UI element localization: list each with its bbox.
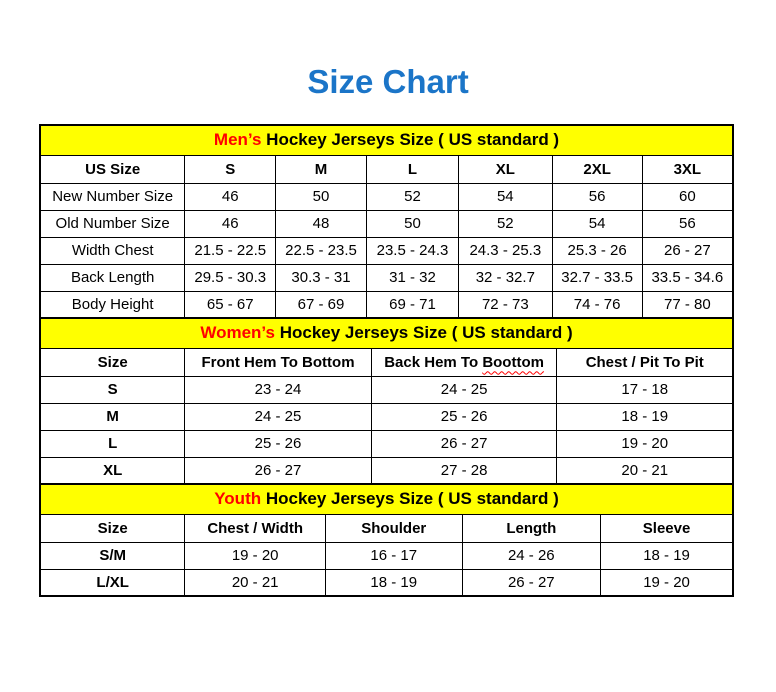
cell: 74 - 76	[552, 291, 642, 318]
cell: 18 - 19	[326, 569, 463, 596]
column-header: M	[276, 155, 367, 183]
table-row	[40, 210, 733, 237]
cell: 32.7 - 33.5	[552, 264, 642, 291]
womens-banner-highlight: Women’s	[200, 323, 275, 343]
cell: 26 - 27	[462, 569, 601, 596]
table-row	[40, 569, 733, 596]
cell: 25 - 26	[185, 430, 371, 457]
youth-banner-highlight: Youth	[214, 489, 262, 509]
cell: 50	[366, 210, 458, 237]
womens-size-table	[39, 317, 734, 485]
row-label: Body Height	[40, 291, 185, 318]
table-row	[40, 542, 733, 569]
mens-banner-highlight: Men’s	[213, 130, 262, 150]
row-label: Back Length	[40, 264, 185, 291]
cell: 56	[552, 183, 642, 210]
cell: 19 - 20	[601, 569, 733, 596]
cell: 33.5 - 34.6	[642, 264, 733, 291]
cell: 46	[185, 210, 276, 237]
column-header: Front Hem To Bottom	[185, 348, 371, 376]
cell: 29.5 - 30.3	[185, 264, 276, 291]
cell: 54	[552, 210, 642, 237]
cell: 52	[459, 210, 553, 237]
row-label: XL	[40, 457, 185, 484]
cell: 32 - 32.7	[459, 264, 553, 291]
cell: 56	[642, 210, 733, 237]
mens-banner: Men’s Hockey Jerseys Size ( US standard )	[40, 125, 733, 155]
column-header: Shoulder	[326, 514, 463, 542]
youth-header-row	[40, 514, 733, 542]
row-label: S	[40, 376, 185, 403]
youth-banner: Youth Hockey Jerseys Size ( US standard )	[40, 484, 733, 514]
cell: 24 - 26	[462, 542, 601, 569]
column-header: Back Hem To Boottom	[371, 348, 557, 376]
cell: 65 - 67	[185, 291, 276, 318]
womens-banner: Women’s Hockey Jerseys Size ( US standard )	[40, 318, 733, 348]
column-header: Chest / Pit To Pit	[557, 348, 733, 376]
cell: 31 - 32	[366, 264, 458, 291]
size-tables	[39, 124, 734, 597]
cell: 19 - 20	[557, 430, 733, 457]
cell: 23.5 - 24.3	[366, 237, 458, 264]
cell: 25.3 - 26	[552, 237, 642, 264]
table-row	[40, 430, 733, 457]
row-label: L/XL	[40, 569, 185, 596]
page-title: Size Chart	[307, 63, 469, 100]
table-row	[40, 264, 733, 291]
mens-banner-row	[40, 125, 733, 155]
cell: 20 - 21	[557, 457, 733, 484]
misspelled-word: Boottom	[482, 353, 544, 371]
cell: 20 - 21	[185, 569, 326, 596]
column-header: Length	[462, 514, 601, 542]
column-header: L	[366, 155, 458, 183]
youth-size-table	[39, 483, 734, 597]
table-row	[40, 376, 733, 403]
cell: 23 - 24	[185, 376, 371, 403]
cell: 26 - 27	[642, 237, 733, 264]
cell: 19 - 20	[185, 542, 326, 569]
mens-header-row	[40, 155, 733, 183]
row-label: New Number Size	[40, 183, 185, 210]
table-row	[40, 291, 733, 318]
cell: 72 - 73	[459, 291, 553, 318]
table-row	[40, 183, 733, 210]
row-label: S/M	[40, 542, 185, 569]
column-header: Size	[40, 348, 185, 376]
cell: 50	[276, 183, 367, 210]
cell: 25 - 26	[371, 403, 557, 430]
column-header: S	[185, 155, 276, 183]
cell: 18 - 19	[601, 542, 733, 569]
cell: 24.3 - 25.3	[459, 237, 553, 264]
womens-banner-row	[40, 318, 733, 348]
column-header: XL	[459, 155, 553, 183]
column-header: Chest / Width	[185, 514, 326, 542]
cell: 17 - 18	[557, 376, 733, 403]
cell: 16 - 17	[326, 542, 463, 569]
cell: 30.3 - 31	[276, 264, 367, 291]
cell: 67 - 69	[276, 291, 367, 318]
cell: 77 - 80	[642, 291, 733, 318]
table-row	[40, 457, 733, 484]
column-header: US Size	[40, 155, 185, 183]
cell: 27 - 28	[371, 457, 557, 484]
column-header: Size	[40, 514, 185, 542]
youth-banner-row	[40, 484, 733, 514]
cell: 54	[459, 183, 553, 210]
womens-header-row	[40, 348, 733, 376]
row-label: L	[40, 430, 185, 457]
row-label: M	[40, 403, 185, 430]
table-row	[40, 237, 733, 264]
cell: 46	[185, 183, 276, 210]
cell: 52	[366, 183, 458, 210]
column-header: 3XL	[642, 155, 733, 183]
cell: 48	[276, 210, 367, 237]
column-header: 2XL	[552, 155, 642, 183]
row-label: Width Chest	[40, 237, 185, 264]
cell: 26 - 27	[371, 430, 557, 457]
mens-size-table	[39, 124, 734, 319]
row-label: Old Number Size	[40, 210, 185, 237]
cell: 18 - 19	[557, 403, 733, 430]
cell: 24 - 25	[185, 403, 371, 430]
cell: 60	[642, 183, 733, 210]
cell: 22.5 - 23.5	[276, 237, 367, 264]
table-row	[40, 403, 733, 430]
cell: 26 - 27	[185, 457, 371, 484]
cell: 69 - 71	[366, 291, 458, 318]
cell: 21.5 - 22.5	[185, 237, 276, 264]
column-header: Sleeve	[601, 514, 733, 542]
cell: 24 - 25	[371, 376, 557, 403]
